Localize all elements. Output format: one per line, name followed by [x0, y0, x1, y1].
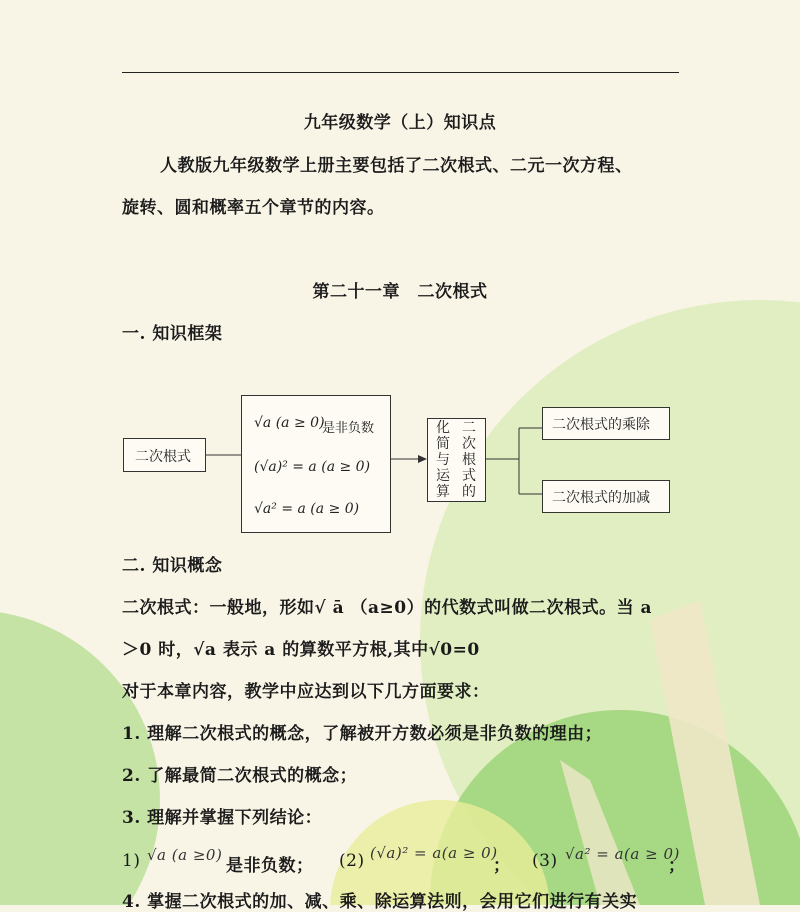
- section-heading-framework: 一. 知识框架: [122, 324, 223, 344]
- diagram-prop1-math: √a (a ≥ 0): [254, 415, 325, 431]
- diagram-prop1-text: 是非负数: [322, 421, 375, 436]
- conclusion-2-sep: ；: [493, 856, 511, 876]
- diagram-prop2-math: (√a)² = a (a ≥ 0): [254, 459, 371, 475]
- requirements-intro: 对于本章内容，教学中应达到以下几方面要求：: [122, 682, 490, 702]
- conclusion-1-math: √a (a ≥0): [147, 846, 223, 864]
- definition-line-1: 二次根式：一般地，形如√ ā （a≥0）的代数式叫做二次根式。当 a: [122, 598, 653, 618]
- doc-title: 九年级数学（上）知识点: [303, 113, 497, 133]
- requirement-1: 1. 理解二次根式的概念，了解被开方数必须是非负数的理由；: [122, 724, 603, 744]
- conclusion-3-math: √a² = a(a ≥ 0): [565, 845, 680, 863]
- diagram-simplify-right: 二次根式的: [462, 420, 476, 500]
- requirement-3: 3. 理解并掌握下列结论：: [122, 808, 323, 828]
- section-heading-concepts: 二. 知识概念: [122, 556, 223, 576]
- header-rule: [122, 72, 679, 73]
- conclusion-1-text: 是非负数；: [226, 856, 314, 876]
- diagram-properties-box: [241, 395, 391, 533]
- intro-line-1: 人教版九年级数学上册主要包括了二次根式、二元一次方程、: [160, 156, 633, 176]
- diagram-root-label: 二次根式: [135, 449, 191, 465]
- conclusion-2-math: (√a)² = a(a ≥ 0): [370, 844, 498, 862]
- conclusion-3-label: (3): [532, 851, 558, 871]
- diagram-root-box: [123, 438, 206, 472]
- diagram-simplify-box: [427, 418, 486, 502]
- diagram-simplify-left: 化简与运算: [436, 420, 450, 500]
- requirement-4: 4. 掌握二次根式的加、减、乘、除运算法则，会用它们进行有关实: [122, 892, 638, 912]
- diagram-branch-multiply: 二次根式的乘除: [552, 417, 650, 433]
- diagram-prop3-math: √a² = a (a ≥ 0): [254, 501, 360, 517]
- chapter-title: 第二十一章 二次根式: [312, 282, 488, 302]
- conclusion-1-label: 1): [122, 851, 141, 871]
- conclusion-2-label: (2): [339, 851, 365, 871]
- intro-line-2: 旋转、圆和概率五个章节的内容。: [122, 198, 385, 218]
- definition-line-2: ＞0 时，√a 表示 a 的算数平方根,其中√0=0: [122, 640, 480, 660]
- diagram-branch-multiply-box: [542, 407, 670, 440]
- diagram-branch-add: 二次根式的加减: [552, 490, 650, 506]
- requirement-2: 2. 了解最简二次根式的概念；: [122, 766, 358, 786]
- diagram-branch-add-box: [542, 480, 670, 513]
- conclusion-3-sep: ；: [668, 856, 686, 876]
